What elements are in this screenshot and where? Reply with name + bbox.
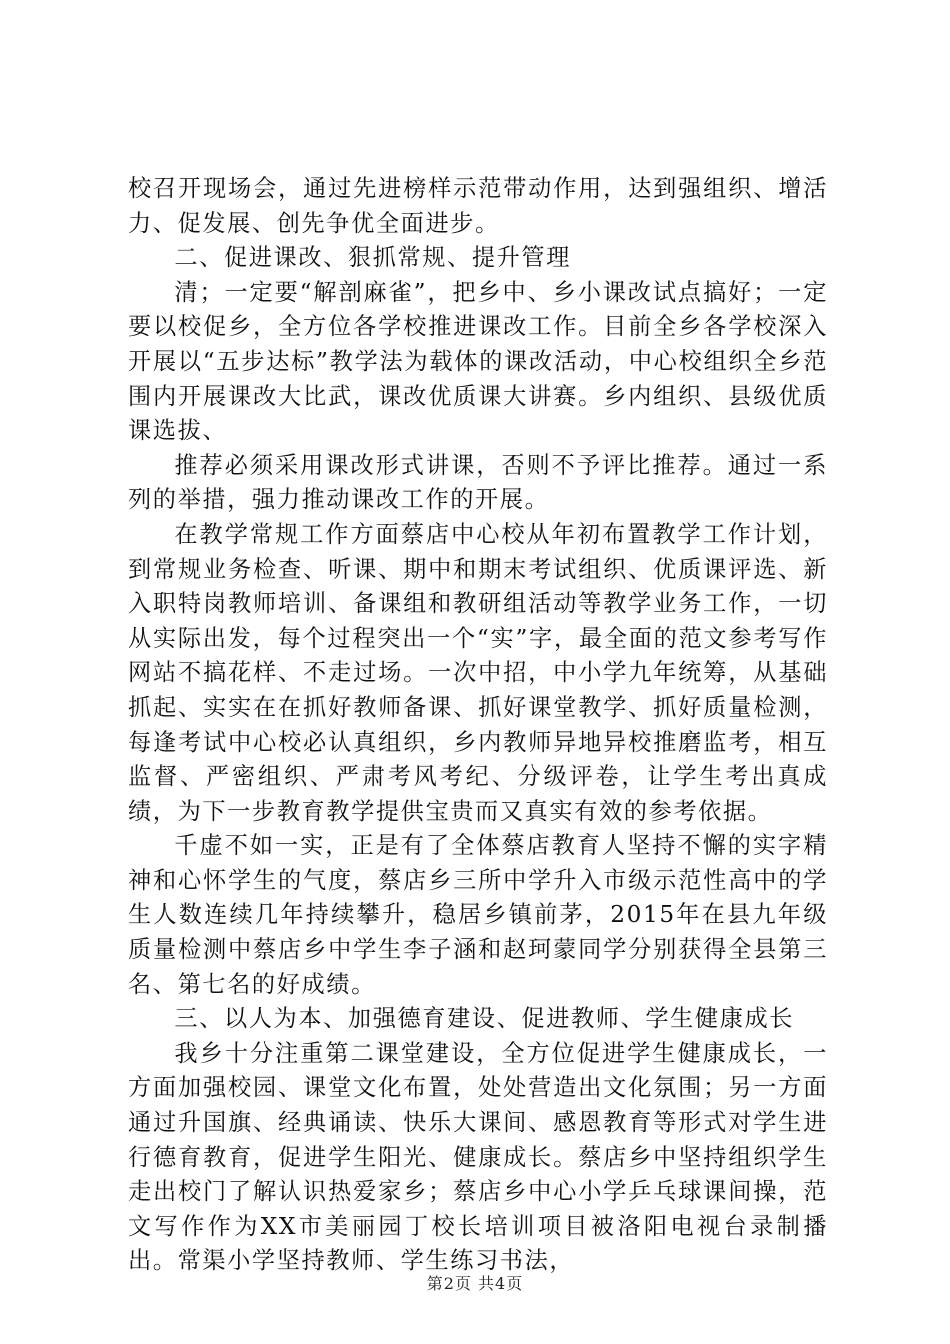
paragraph: 千虚不如一实，正是有了全体蔡店教育人坚持不懈的实字精神和心怀学生的气度，蔡店乡三所中学升入市级示范性高中的学生人数连续几年持续攀升，稳居乡镇前茅，2015年在县九年级质量检测中蔡店乡中学生李子涵和赵珂蒙同学分别获得全县第三名、第七名的好成绩。 bbox=[128, 832, 828, 998]
page-number-indicator: 第2页 共4页 bbox=[426, 1274, 524, 1293]
page-footer bbox=[0, 1271, 950, 1294]
section-heading: 三、以人为本、加强德育建设、促进教师、学生健康成长 bbox=[174, 1005, 795, 1033]
paragraph: 清；一定要“解剖麻雀”，把乡中、乡小课改试点搞好；一定要以校促乡，全方位各学校推进课改工作。目前全乡各学校深入开展以“五步达标”教学法为载体的课改活动，中心校组织全乡范围内开展课改大比武，课改优质课大讲赛。乡内组织、县级优质课选拔、 bbox=[128, 278, 828, 445]
document-body bbox=[128, 172, 828, 1279]
paragraph: 我乡十分注重第二课堂建设，全方位促进学生健康成长，一方面加强校园、课堂文化布置，处处营造出文化氛围；另一方面通过升国旗、经典诵读、快乐大课间、感恩教育等形式对学生进行德育教育，促进学生阳光、健康成长。蔡店乡中坚持组织学生走出校门了解认识热爱家乡；蔡店乡中心小学乒乓球课间操，范文写作作为XX市美丽园丁校长培训项目被洛阳电视台录制播出。常渠小学坚持教师、学生练习书法， bbox=[128, 1039, 828, 1275]
paragraph: 在教学常规工作方面蔡店中心校从年初布置教学工作计划，到常规业务检查、听课、期中和期末考试组织、优质课评选、新入职特岗教师培训、备课组和教研组活动等教学业务工作，一切从实际出发，每个过程突出一个“实”字，最全面的范文参考写作网站不搞花样、不走过场。一次中招，中小学九年统筹，从基础抓起、实实在在抓好教师备课、抓好课堂教学、抓好质量检测，每逢考试中心校必认真组织，乡内教师异地异校推磨监考，相互监督、严密组织、严肃考风考纪、分级评卷，让学生考出真成绩，为下一步教育教学提供宝贵而又真实有效的参考依据。 bbox=[128, 520, 828, 825]
paragraph: 校召开现场会，通过先进榜样示范带动作用，达到强组织、增活力、促发展、创先争优全面进步。 bbox=[128, 175, 828, 237]
paragraph: 推荐必须采用课改形式讲课，否则不予评比推荐。通过一系列的举措，强力推动课改工作的开展。 bbox=[128, 451, 828, 514]
section-heading: 二、促进课改、狠抓常规、提升管理 bbox=[174, 244, 571, 272]
